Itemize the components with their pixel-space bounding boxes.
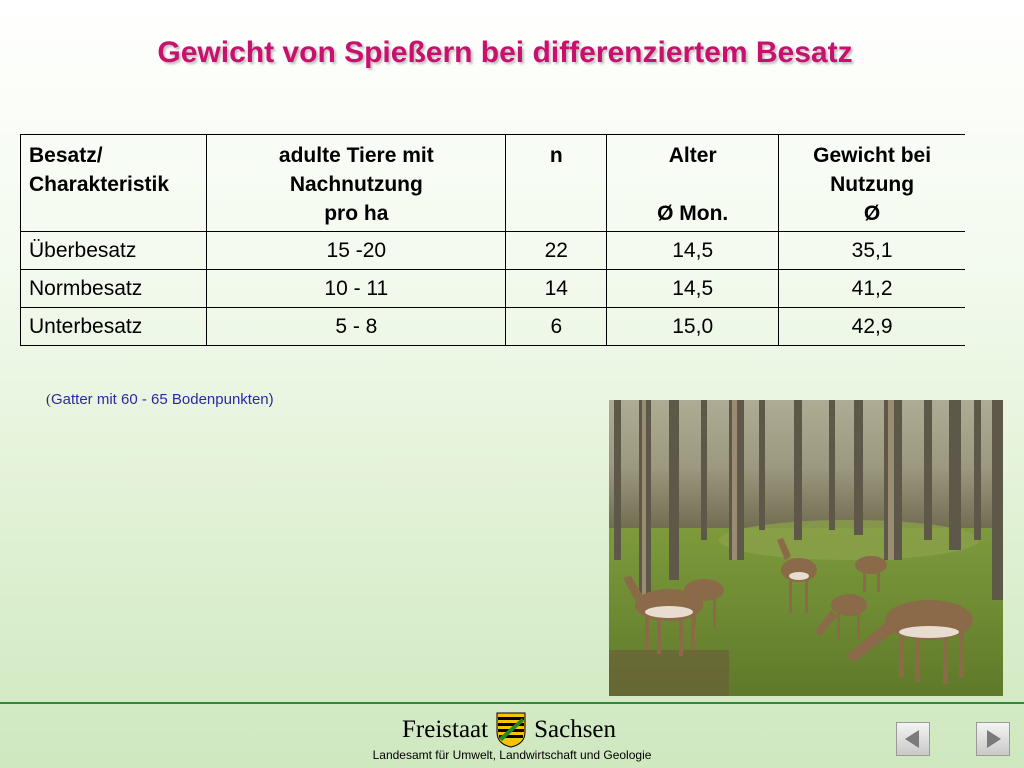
brand-right: Sachsen bbox=[534, 716, 617, 743]
cell-alter: 14,5 bbox=[607, 270, 779, 308]
cell-alter: 15,0 bbox=[607, 308, 779, 346]
cell-n: 22 bbox=[506, 232, 607, 270]
cell-besatz: Normbesatz bbox=[21, 270, 207, 308]
cell-adulte-tiere: 10 - 11 bbox=[207, 270, 506, 308]
data-table bbox=[20, 134, 965, 346]
footer-divider bbox=[0, 702, 1024, 704]
footer-subtitle: Landesamt für Umwelt, Landwirtschaft und Geologie bbox=[372, 748, 652, 762]
header-besatz: Besatz/ Charakteristik bbox=[21, 135, 207, 232]
arrow-right-icon bbox=[977, 723, 1009, 755]
cell-gewicht: 35,1 bbox=[779, 232, 965, 270]
header-n: n bbox=[506, 135, 607, 232]
brand-left: Freistaat bbox=[402, 716, 489, 743]
enclosure-note bbox=[46, 391, 274, 409]
table-row bbox=[21, 232, 966, 270]
deer-forest-photo bbox=[609, 400, 1003, 696]
cell-gewicht: 41,2 bbox=[779, 270, 965, 308]
next-slide-button[interactable] bbox=[976, 722, 1010, 756]
cell-besatz: Unterbesatz bbox=[21, 308, 207, 346]
footer-brand bbox=[402, 712, 616, 748]
cell-adulte-tiere: 5 - 8 bbox=[207, 308, 506, 346]
cell-besatz: Überbesatz bbox=[21, 232, 207, 270]
table-row bbox=[21, 270, 966, 308]
cell-alter: 14,5 bbox=[607, 232, 779, 270]
cell-n: 14 bbox=[506, 270, 607, 308]
slide-title: Gewicht von Spießern bei differenziertem Besatz bbox=[157, 36, 853, 69]
cell-n: 6 bbox=[506, 308, 607, 346]
table-header-row bbox=[21, 135, 966, 232]
table-row bbox=[21, 308, 966, 346]
cell-adulte-tiere: 15 -20 bbox=[207, 232, 506, 270]
arrow-left-icon bbox=[897, 723, 929, 755]
header-adulte-tiere: adulte Tiere mit Nachnutzung pro ha bbox=[207, 135, 506, 232]
header-gewicht: Gewicht bei Nutzung Ø bbox=[779, 135, 965, 232]
cell-gewicht: 42,9 bbox=[779, 308, 965, 346]
coat-of-arms-icon bbox=[496, 712, 526, 748]
note-paren: ( bbox=[46, 392, 51, 408]
note-text: Gatter mit 60 - 65 Bodenpunkten) bbox=[51, 391, 274, 408]
header-alter: Alter Ø Mon. bbox=[607, 135, 779, 232]
prev-slide-button[interactable] bbox=[896, 722, 930, 756]
